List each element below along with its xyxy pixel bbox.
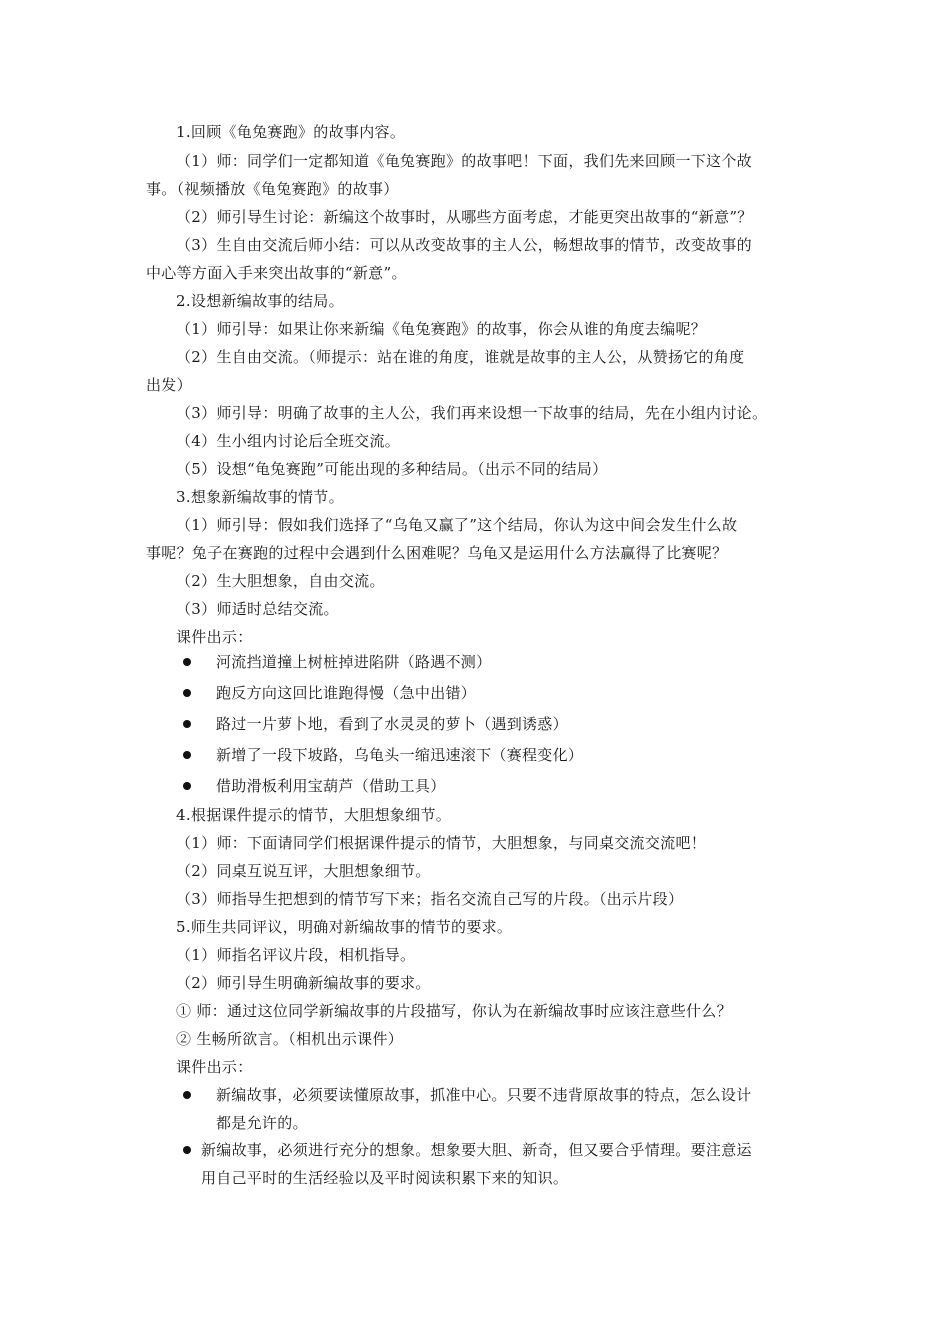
section-4-item-1: （1）师：下面请同学们根据课件提示的情节，大胆想象，与同桌交流交流吧！	[176, 834, 707, 852]
section-2-item-4: （4）生小组内讨论后全班交流。	[176, 432, 401, 450]
section-5-item-1: （1）师指名评议片段，相机指导。	[176, 946, 416, 964]
bullet-dot-icon	[183, 782, 191, 790]
plot-bullet-4: 新增了一段下坡路，乌龟头一缩迅速滚下（赛程变化）	[216, 746, 584, 764]
section-1-item-3: （3）生自由交流后师小结：可以从改变故事的主人公，畅想故事的情节，改变故事的	[176, 236, 752, 254]
section-3-item-3: （3）师适时总结交流。	[176, 600, 339, 618]
bullet-dot-icon	[183, 1091, 191, 1099]
requirement-bullet-1: 新编故事，必须要读懂原故事，抓准中心。只要不违背原故事的特点，怎么设计	[216, 1086, 752, 1104]
section-2-item-2-cont: 出发）	[146, 376, 192, 394]
section-3-item-1: （1）师引导：假如我们选择了“乌龟又赢了”这个结局，你认为这中间会发生什么故	[176, 516, 738, 534]
bullet-dot-icon	[183, 689, 191, 697]
section-2-heading: 2.设想新编故事的结局。	[176, 292, 344, 310]
section-1-heading: 1.回顾《龟兔赛跑》的故事内容。	[176, 123, 406, 141]
section-1-item-1-cont: 事。（视频播放《龟兔赛跑》的故事）	[146, 180, 399, 198]
section-5-sub-2: ② 生畅所欲言。（相机出示课件）	[176, 1030, 404, 1048]
section-2-item-2: （2）生自由交流。（师提示：站在谁的角度，谁就是故事的主人公，从赞扬它的角度	[176, 348, 745, 366]
section-5-item-2: （2）师引导生明确新编故事的要求。	[176, 974, 431, 992]
plot-bullet-2: 跑反方向这回比谁跑得慢（急中出错）	[216, 684, 477, 702]
requirement-bullet-1-cont: 都是允许的。	[216, 1114, 308, 1132]
section-4-item-2: （2）同桌互说互评，大胆想象细节。	[176, 862, 431, 880]
section-3-item-2: （2）生大胆想象，自由交流。	[176, 572, 385, 590]
section-4-item-3: （3）师指导生把想到的情节写下来；指名交流自己写的片段。（出示片段）	[176, 890, 684, 908]
section-2-item-5: （5）设想“龟兔赛跑”可能出现的多种结局。（出示不同的结局）	[176, 460, 608, 478]
section-3-item-1-cont: 事呢？兔子在赛跑的过程中会遇到什么困难呢？乌龟又是运用什么方法赢得了比赛呢？	[146, 544, 728, 562]
courseware-label-2: 课件出示：	[176, 1058, 253, 1076]
section-5-heading: 5.师生共同评议，明确对新编故事的情节的要求。	[176, 918, 513, 936]
bullet-dot-icon	[183, 720, 191, 728]
requirement-bullet-2: 新编故事，必须进行充分的想象。想象要大胆、新奇，但又要合乎情理。要注意运	[201, 1141, 752, 1159]
bullet-dot-icon	[183, 658, 191, 666]
bullet-dot-icon	[183, 1146, 191, 1154]
section-2-item-1: （1）师引导：如果让你来新编《龟兔赛跑》的故事，你会从谁的角度去编呢？	[176, 320, 707, 338]
section-2-item-3: （3）师引导：明确了故事的主人公，我们再来设想一下故事的结局，先在小组内讨论。	[176, 404, 768, 422]
section-1-item-2: （2）师引导生讨论：新编这个故事时，从哪些方面考虑，才能更突出故事的“新意”？	[176, 208, 753, 226]
plot-bullet-1: 河流挡道撞上树桩掉进陷阱（路遇不测）	[216, 653, 492, 671]
plot-bullet-3: 路过一片萝卜地，看到了水灵灵的萝卜（遇到诱惑）	[216, 715, 568, 733]
section-1-item-3-cont: 中心等方面入手来突出故事的“新意”。	[146, 264, 407, 282]
section-1-item-1: （1）师：同学们一定都知道《龟兔赛跑》的故事吧！下面，我们先来回顾一下这个故	[176, 152, 752, 170]
plot-bullet-5: 借助滑板利用宝葫芦（借助工具）	[216, 777, 446, 795]
courseware-label-1: 课件出示：	[176, 628, 253, 646]
section-3-heading: 3.想象新编故事的情节。	[176, 488, 344, 506]
section-5-sub-1: ① 师：通过这位同学新编故事的片段描写，你认为在新编故事时应该注意些什么？	[176, 1002, 732, 1020]
section-4-heading: 4.根据课件提示的情节，大胆想象细节。	[176, 806, 452, 824]
requirement-bullet-2-cont: 用自己平时的生活经验以及平时阅读积累下来的知识。	[201, 1169, 569, 1187]
bullet-dot-icon	[183, 751, 191, 759]
